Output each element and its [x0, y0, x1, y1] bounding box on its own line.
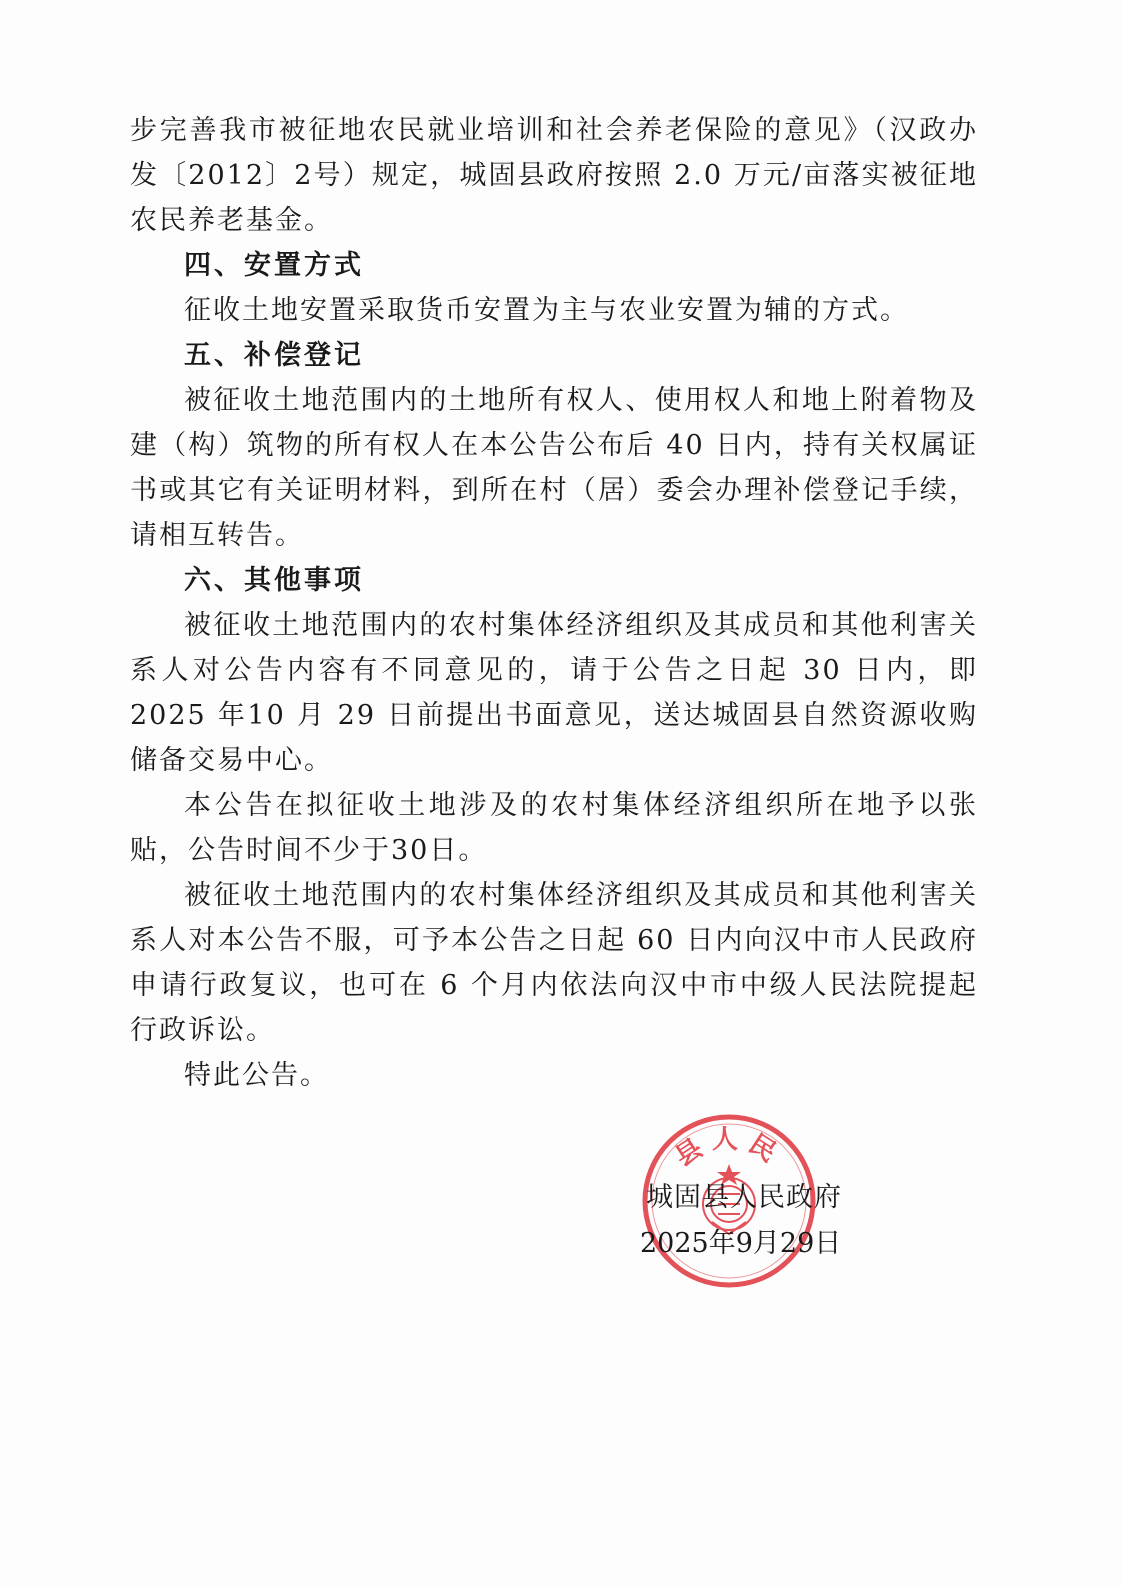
heading-resettlement: 四、安置方式 — [184, 250, 364, 281]
issue-date: 2025年9月29日 — [640, 1228, 842, 1259]
paragraph-appeal: 被征收土地范围内的农村集体经济组织及其成员和其他利害关系人对本公告不服，可予本公告之日起 60 日内向汉中市人民政府申请行政复议，也可在 6 个月内依法向汉中市中级人民法院提起行政诉讼。 — [130, 880, 978, 1046]
document-body — [130, 108, 978, 1098]
heading-other-matters: 六、其他事项 — [184, 565, 364, 596]
paragraph-compensation-registration: 被征收土地范围内的土地所有权人、使用权人和地上附着物及建（构）筑物的所有权人在本公告公布后 40 日内，持有关权属证书或其它有关证明材料，到所在村（居）委会办理补偿登记手续，请相互转告。 — [130, 385, 978, 551]
issuing-organization: 城固县人民政府 — [646, 1182, 842, 1213]
paragraph-pension-fund: 步完善我市被征地农民就业培训和社会养老保险的意见》（汉政办发〔2012〕2号）规定，城固县政府按照 2.0 万元/亩落实被征地农民养老基金。 — [130, 115, 978, 236]
paragraph-closing: 特此公告。 — [184, 1060, 329, 1091]
paragraph-objections: 被征收土地范围内的农村集体经济组织及其成员和其他利害关系人对公告内容有不同意见的，请于公告之日起 30 日内，即 2025 年10 月 29 日前提出书面意见，送达城固县自然资源收购储备交易中心。 — [130, 610, 978, 776]
signature-block — [640, 1175, 880, 1267]
paragraph-posting: 本公告在拟征收土地涉及的农村集体经济组织所在地予以张贴，公告时间不少于30日。 — [130, 790, 978, 866]
svg-text:县人民: 县人民 — [669, 1125, 789, 1173]
heading-compensation-registration: 五、补偿登记 — [184, 340, 364, 371]
paragraph-resettlement: 征收土地安置采取货币安置为主与农业安置为辅的方式。 — [184, 295, 909, 326]
